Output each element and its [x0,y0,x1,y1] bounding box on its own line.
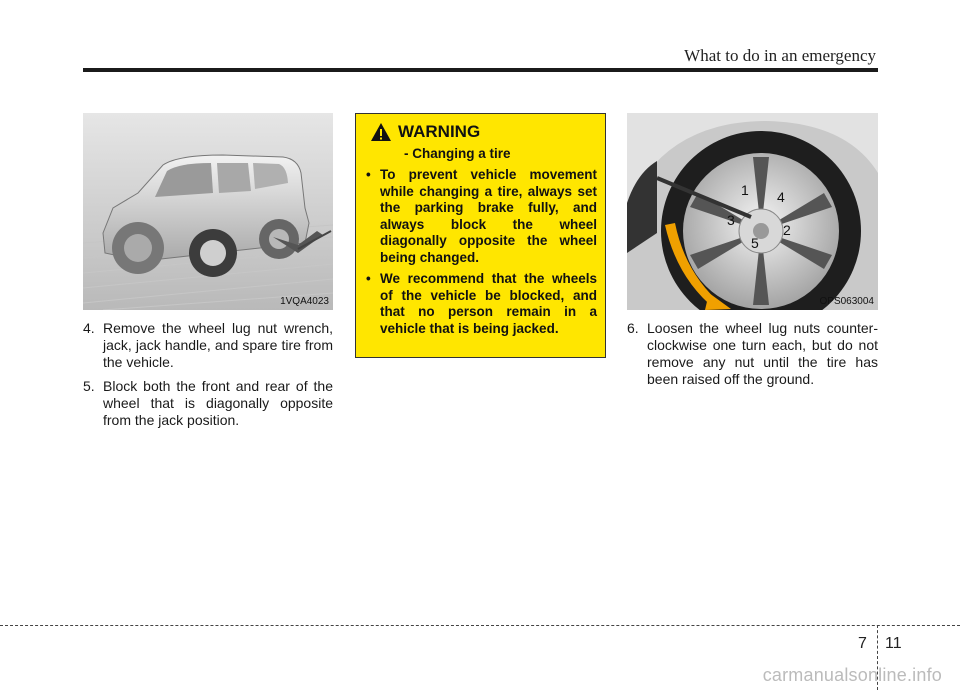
step-number: 6. [627,320,639,336]
left-steps [83,320,333,436]
bullet: • [366,167,371,182]
step-item [627,320,878,388]
page-number: 11 [885,635,902,652]
header-rule [83,68,878,72]
step-text: Block both the front and rear of the wheel that is diagonally opposite from the jack position. [103,378,333,428]
step-text: Remove the wheel lug nut wrench, jack, jack handle, and spare tire from the vehicle. [103,320,333,370]
nut-number: 5 [751,235,759,251]
bullet: • [366,271,371,286]
warning-triangle-icon [370,122,392,142]
figure-code: 1VQA4023 [280,296,329,307]
watermark: carmanualsonline.info [762,665,942,685]
step-number: 4. [83,320,95,336]
nut-number: 2 [783,222,791,238]
suv-on-jack-illustration [83,113,333,310]
car-jack-figure [83,113,333,310]
nut-number: 3 [727,212,735,228]
warning-item [366,271,597,337]
warning-header [370,122,597,142]
step-item [83,320,333,371]
footer-rule [0,625,960,626]
right-steps [627,320,878,395]
step-text: Loosen the wheel lug nuts counter-clockwise one turn each, but do not remove any nut until the tire has been raised off the ground. [647,320,878,387]
warning-box [355,113,606,358]
step-number: 5. [83,378,95,394]
section-title: What to do in an emergency [684,46,876,65]
warning-item [366,167,597,266]
wheel-lug-nut-diagram [627,113,878,310]
figure-code: OPS063004 [819,296,874,307]
warning-subtitle: - Changing a tire [404,146,511,161]
chapter-number: 7 [858,635,867,652]
warning-title: WARNING [398,122,481,141]
step-item [83,378,333,429]
nut-number: 4 [777,189,785,205]
nut-number: 1 [741,182,749,198]
warning-text: To prevent vehicle movement while changing a tire, always set the parking brake fully, and always block the wheel diagonally opposite the wheel being changed. [380,167,597,265]
warning-list [366,167,597,337]
warning-text: We recommend that the wheels of the vehicle be blocked, and that no person remain in a vehicle that is being jacked. [380,271,597,336]
wheel-figure [627,113,878,310]
